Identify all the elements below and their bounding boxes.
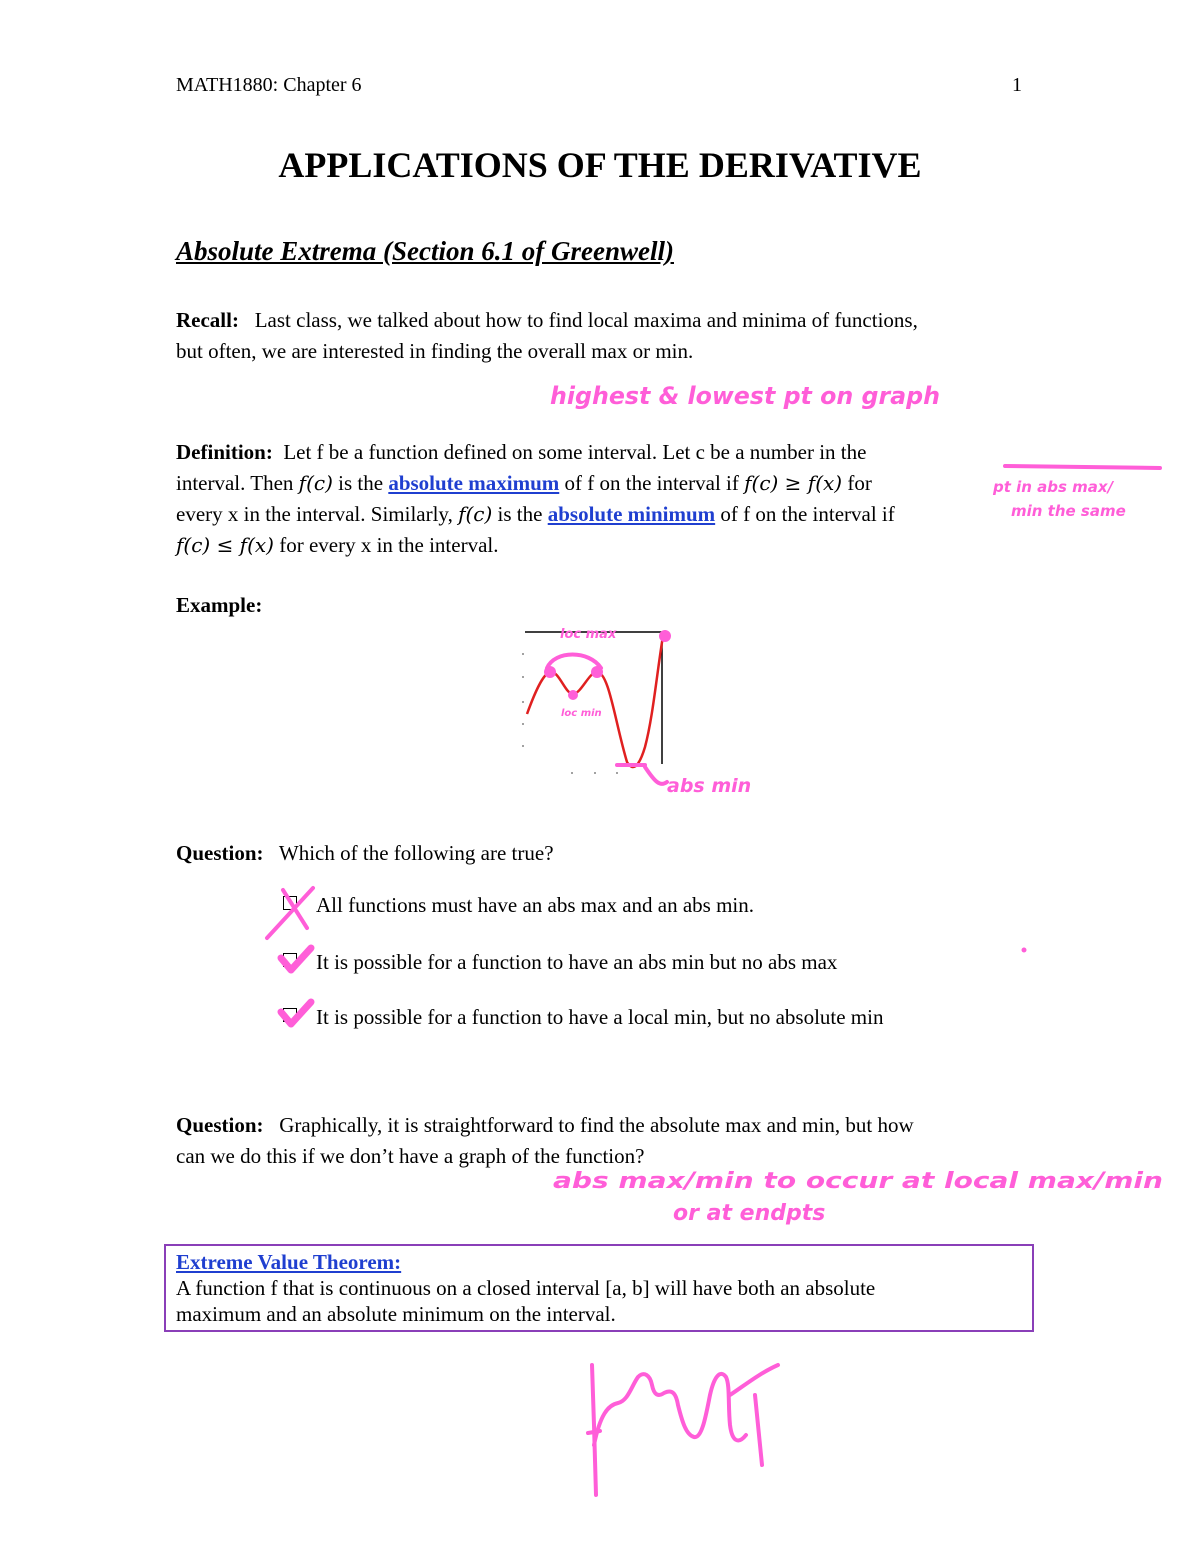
checkmark-icon xyxy=(281,1002,311,1024)
question-1-text: Which of the following are true? xyxy=(278,841,554,865)
ink-underline xyxy=(1005,466,1160,468)
section-heading: Absolute Extrema (Section 6.1 of Greenwell) xyxy=(176,236,674,266)
theorem-line-2: maximum and an absolute minimum on the interval. xyxy=(176,1302,616,1326)
definition-text: for every x in the interval. xyxy=(273,533,499,557)
ink-stroke xyxy=(755,1395,762,1465)
recall-line-2: but often, we are interested in finding the overall max or min. xyxy=(176,339,694,363)
math-fc: f(c) xyxy=(298,471,333,495)
graph-note-top: loc max xyxy=(560,627,617,642)
recall-note-text: highest & lowest pt on graph xyxy=(550,382,940,410)
definition-paragraph xyxy=(176,437,1016,561)
theorem-title: Extreme Value Theorem: xyxy=(176,1250,402,1274)
ink-arrow xyxy=(645,767,667,784)
page-number: 1 xyxy=(1012,74,1022,96)
definition-label: Definition: xyxy=(176,440,273,464)
q2-answer-line-2: or at endpts xyxy=(673,1201,826,1226)
graph-note-bottom: abs min xyxy=(667,775,752,797)
ink-stroke xyxy=(730,1365,778,1395)
recall-line-1: Last class, we talked about how to find local maxima and minima of functions, xyxy=(254,308,918,332)
question-2-label: Question: xyxy=(176,1113,264,1137)
absolute-maximum-term: absolute maximum xyxy=(388,471,560,495)
abs-max-point xyxy=(659,630,671,642)
option-1: All functions must have an abs max and an abs min. xyxy=(316,893,754,917)
option-3: It is possible for a function to have a local min, but no absolute min xyxy=(316,1005,884,1029)
example-label-text: Example: xyxy=(176,593,263,617)
definition-line-1: Let f be a function defined on some interval. Let c be a number in the xyxy=(283,440,867,464)
question-1-label: Question: xyxy=(176,841,264,865)
definition-text: of f on the interval if xyxy=(559,471,745,495)
definition-text: of f on the interval if xyxy=(715,502,895,526)
option-2: It is possible for a function to have an abs min but no abs max xyxy=(316,950,838,974)
question-2-handwritten-answer xyxy=(545,1158,1175,1228)
math-fc: f(c) xyxy=(458,502,493,526)
ink-wavy-curve xyxy=(594,1374,746,1445)
absolute-minimum-term: absolute minimum xyxy=(547,502,716,526)
q2-answer-line-1: abs max/min to occur at local max/min xyxy=(553,1169,1163,1194)
definition-text: is the xyxy=(332,471,389,495)
definition-note-line-1: pt in abs max/ xyxy=(993,478,1114,496)
course-header: MATH1880: Chapter 6 xyxy=(176,74,362,96)
definition-text: interval. Then xyxy=(176,471,299,495)
local-max-point xyxy=(544,666,556,678)
recall-paragraph xyxy=(176,305,1036,367)
checkmark-icon xyxy=(281,948,311,970)
math-inequality-min: f(c) ≤ f(x) xyxy=(176,533,274,557)
cross-mark-icon xyxy=(267,888,313,938)
example-graph xyxy=(505,622,765,802)
ink-tick xyxy=(588,1431,600,1433)
question-1 xyxy=(176,838,1036,869)
theorem-box xyxy=(164,1244,1034,1332)
example-label xyxy=(176,590,1036,621)
math-inequality-max: f(c) ≥ f(x) xyxy=(744,471,843,495)
handwritten-sketch xyxy=(580,1355,800,1515)
graph-note-mid: loc min xyxy=(561,708,602,719)
local-max-point xyxy=(591,666,603,678)
question-2-line-2: can we do this if we don’t have a graph of the function? xyxy=(176,1144,645,1168)
recall-handwritten-note xyxy=(540,370,960,420)
page-title: APPLICATIONS OF THE DERIVATIVE xyxy=(278,145,922,185)
definition-text: for xyxy=(842,471,872,495)
function-curve xyxy=(527,636,663,767)
recall-label: Recall: xyxy=(176,308,239,332)
definition-text: every x in the interval. Similarly, xyxy=(176,502,459,526)
theorem-line-1: A function f that is continuous on a closed interval [a, b] will have both an absolute xyxy=(176,1276,876,1300)
question-2-line-1: Graphically, it is straightforward to find the absolute max and min, but how xyxy=(279,1113,914,1137)
definition-handwritten-note xyxy=(985,458,1185,528)
definition-note-line-2: min the same xyxy=(1011,502,1126,520)
option-ink-marks xyxy=(255,880,335,1040)
local-min-point xyxy=(568,690,578,700)
ink-dot xyxy=(1018,944,1030,956)
ink-arc xyxy=(547,655,601,669)
definition-text: is the xyxy=(492,502,548,526)
